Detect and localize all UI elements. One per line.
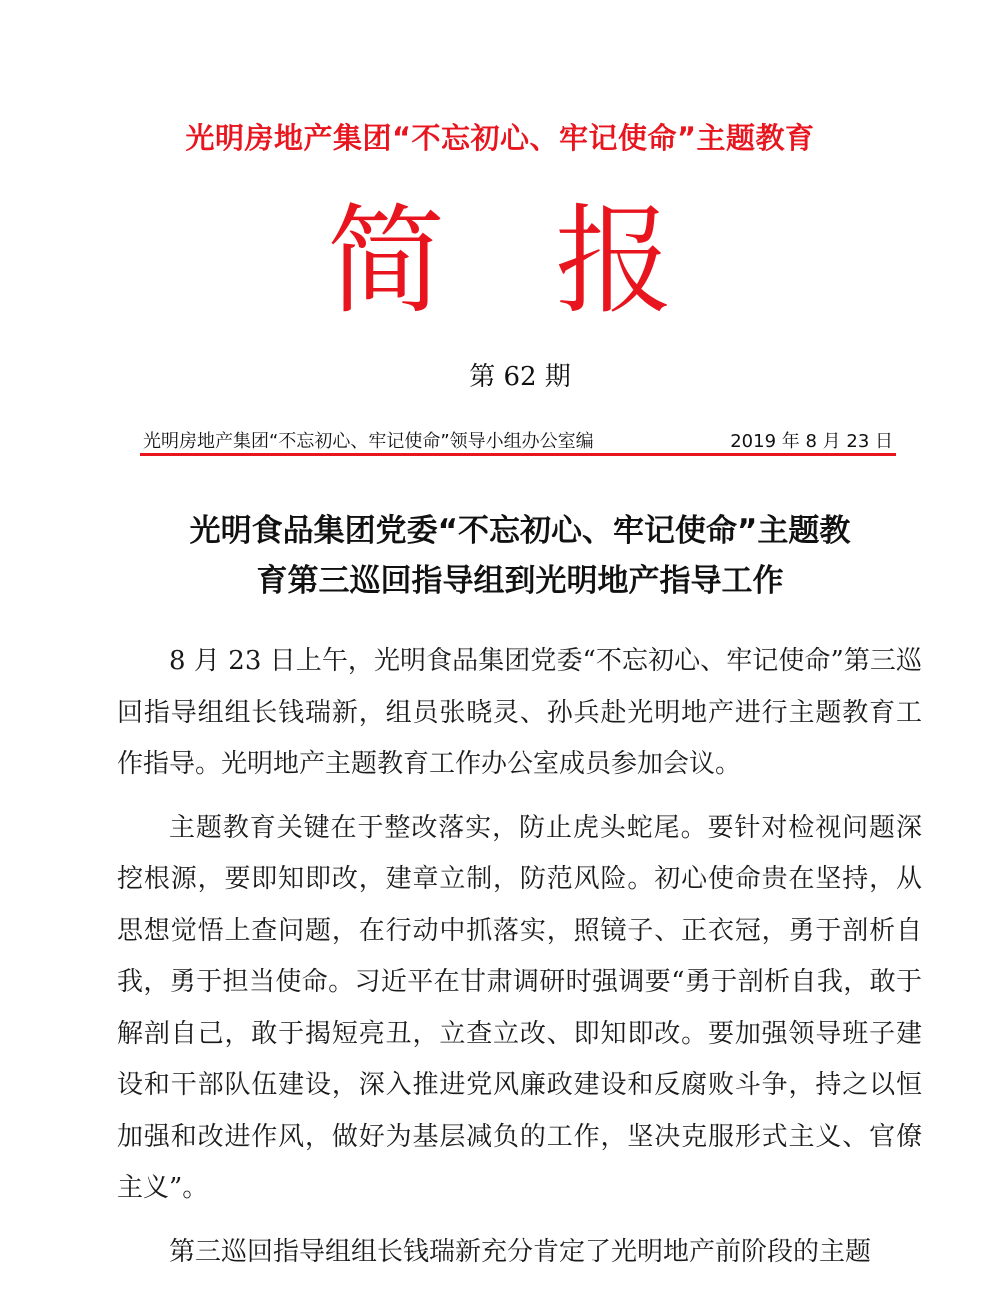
masthead-bulletin-title: 简报 [326, 192, 783, 330]
article-paragraph-3: 第三巡回指导组组长钱瑞新充分肯定了光明地产前阶段的主题 [169, 1236, 872, 1267]
issue-number: 第 62 期 [469, 362, 571, 392]
editor-line [143, 427, 895, 455]
article-paragraph-1: 8 月 23 日上午，光明食品集团党委“不忘初心、牢记使命”第三巡回指导组组长钱瑞新，组员张晓灵、孙兵赴光明地产进行主题教育工作指导。光明地产主题教育工作办公室成员参加会议。 [117, 646, 922, 779]
article-title-line-2: 育第三巡回指导组到光明地产指导工作 [256, 563, 784, 599]
red-divider [140, 453, 896, 456]
editor-name: 光明房地产集团“不忘初心、牢记使命”领导小组办公室编 [143, 431, 594, 452]
article-title [110, 506, 930, 606]
article-paragraph-2: 主题教育关键在于整改落实，防止虎头蛇尾。要针对检视问题深挖根源，要即知即改，建章立制，防范风险。初心使命贵在坚持，从思想觉悟上查问题，在行动中抓落实，照镜子、正衣冠，勇于剖析自我，勇于担当使命。习近平在甘肃调研时强调要“勇于剖析自我，敢于解剖自己，敢于揭短亮丑，立查立改、即知即改。要加强领导班子建设和干部队伍建设，深入推进党风廉政建设和反腐败斗争，持之以恒加强和改进作风，做好为基层减负的工作，坚决克服形式主义、官僚主义”。 [117, 812, 922, 1203]
article-body [117, 636, 922, 1290]
article-title-line-1: 光明食品集团党委“不忘初心、牢记使命”主题教 [189, 513, 851, 549]
masthead-org-title: 光明房地产集团“不忘初心、牢记使命”主题教育 [185, 121, 815, 155]
issue-date: 2019 年 8 月 23 日 [730, 431, 893, 452]
